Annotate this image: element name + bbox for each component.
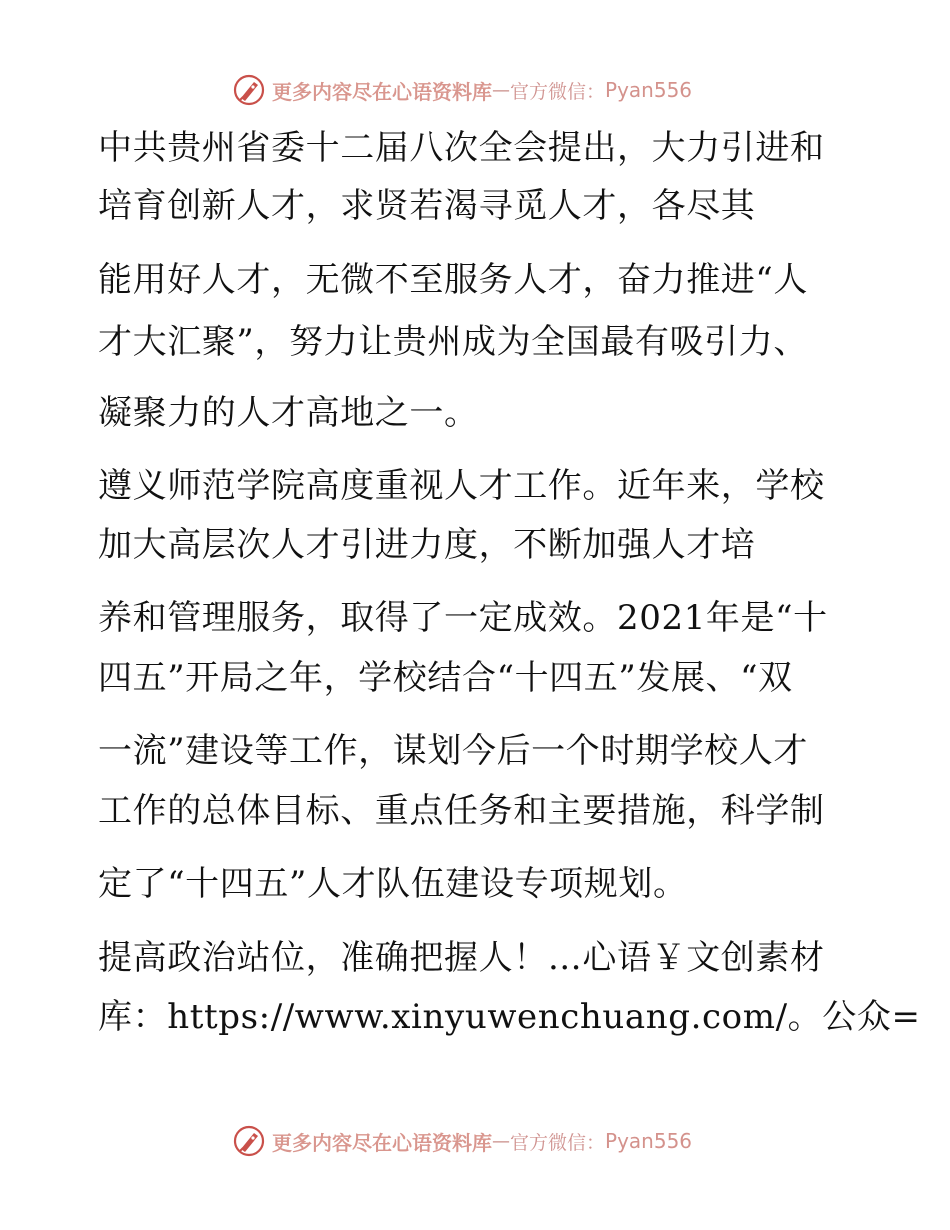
watermark-separator: — [492,1130,510,1152]
paragraph-1-line-2: 培育创新人才，求贤若渴寻觅人才，各尽其 [98,186,756,226]
watermark-main-text: 更多内容尽在心语资料库 [272,1130,492,1155]
paragraph-2-line-1: 遵义师范学院高度重视人才工作。近年来，学校 [98,466,825,506]
watermark-wechat-id: Pyan556 [605,78,693,102]
paragraph-2-line-2: 加大高层次人才引进力度，不断加强人才培 [98,525,756,565]
paragraph-2-line-3: 养和管理服务，取得了一定成效。2021年是“十 [98,598,828,638]
paragraph-1-line-5: 凝聚力的人才高地之一。 [98,393,479,433]
paragraph-2-line-7: 定了“十四五”人才队伍建设专项规划。 [98,864,688,904]
watermark-main-text: 更多内容尽在心语资料库 [272,79,492,104]
watermark-header [232,70,692,110]
watermark-wechat-label: 官方微信： [510,80,606,103]
watermark-footer [232,1121,692,1161]
pen-nib-icon [232,1124,266,1158]
paragraph-2-line-6: 工作的总体目标、重点任务和主要措施，科学制 [98,791,825,831]
pen-nib-icon [232,73,266,107]
watermark-wechat-label: 官方微信： [510,1131,606,1154]
paragraph-1-line-3: 能用好人才，无微不至服务人才，奋力推进“人 [98,260,808,300]
paragraph-1-line-1: 中共贵州省委十二届八次全会提出，大力引进和 [98,128,825,168]
paragraph-3-line-2: 库：https://www.xinyuwenchuang.com/。公众= [98,997,921,1037]
watermark-separator: — [492,79,510,101]
paragraph-2-line-5: 一流”建设等工作，谋划今后一个时期学校人才 [98,731,808,771]
paragraph-3-line-1: 提高政治站位，准确把握人！…心语￥文创素材 [98,938,825,978]
paragraph-2-line-4: 四五”开局之年，学校结合“十四五”发展、“双 [98,658,793,698]
watermark-wechat-id: Pyan556 [605,1129,693,1153]
paragraph-1-line-4: 才大汇聚”，努力让贵州成为全国最有吸引力、 [98,322,808,362]
